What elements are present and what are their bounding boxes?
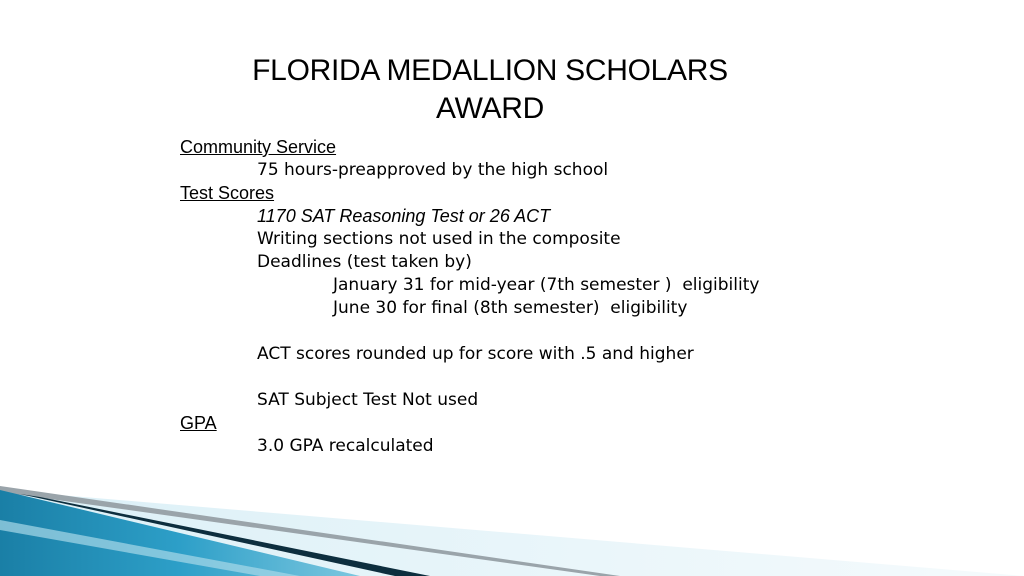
heading-community-service: Community Service: [180, 137, 337, 157]
title-line-2: AWARD: [436, 92, 544, 125]
slide-body: [180, 136, 900, 458]
gpa-detail: 3.0 GPA recalculated: [257, 436, 434, 456]
writing-sections-note: Writing sections not used in the composite: [257, 229, 621, 249]
title-line-1: FLORIDA MEDALLION SCHOLARS: [252, 54, 728, 87]
deadline-mid-year: January 31 for mid-year (7th semester ) eligibility: [333, 275, 760, 295]
spacer: [180, 366, 900, 389]
community-service-detail: 75 hours-preapproved by the high school: [257, 160, 609, 180]
slide-title: [140, 52, 840, 128]
sat-subject-note: SAT Subject Test Not used: [257, 390, 479, 410]
deadline-final: June 30 for final (8th semester) eligibility: [333, 298, 688, 318]
test-score-requirement: 1170 SAT Reasoning Test or 26 ACT: [257, 206, 551, 226]
deadlines-label: Deadlines (test taken by): [257, 252, 472, 272]
heading-test-scores: Test Scores: [180, 183, 275, 203]
spacer: [180, 320, 900, 343]
act-rounding-note: ACT scores rounded up for score with .5 and higher: [257, 344, 694, 364]
heading-gpa: GPA: [180, 413, 217, 433]
